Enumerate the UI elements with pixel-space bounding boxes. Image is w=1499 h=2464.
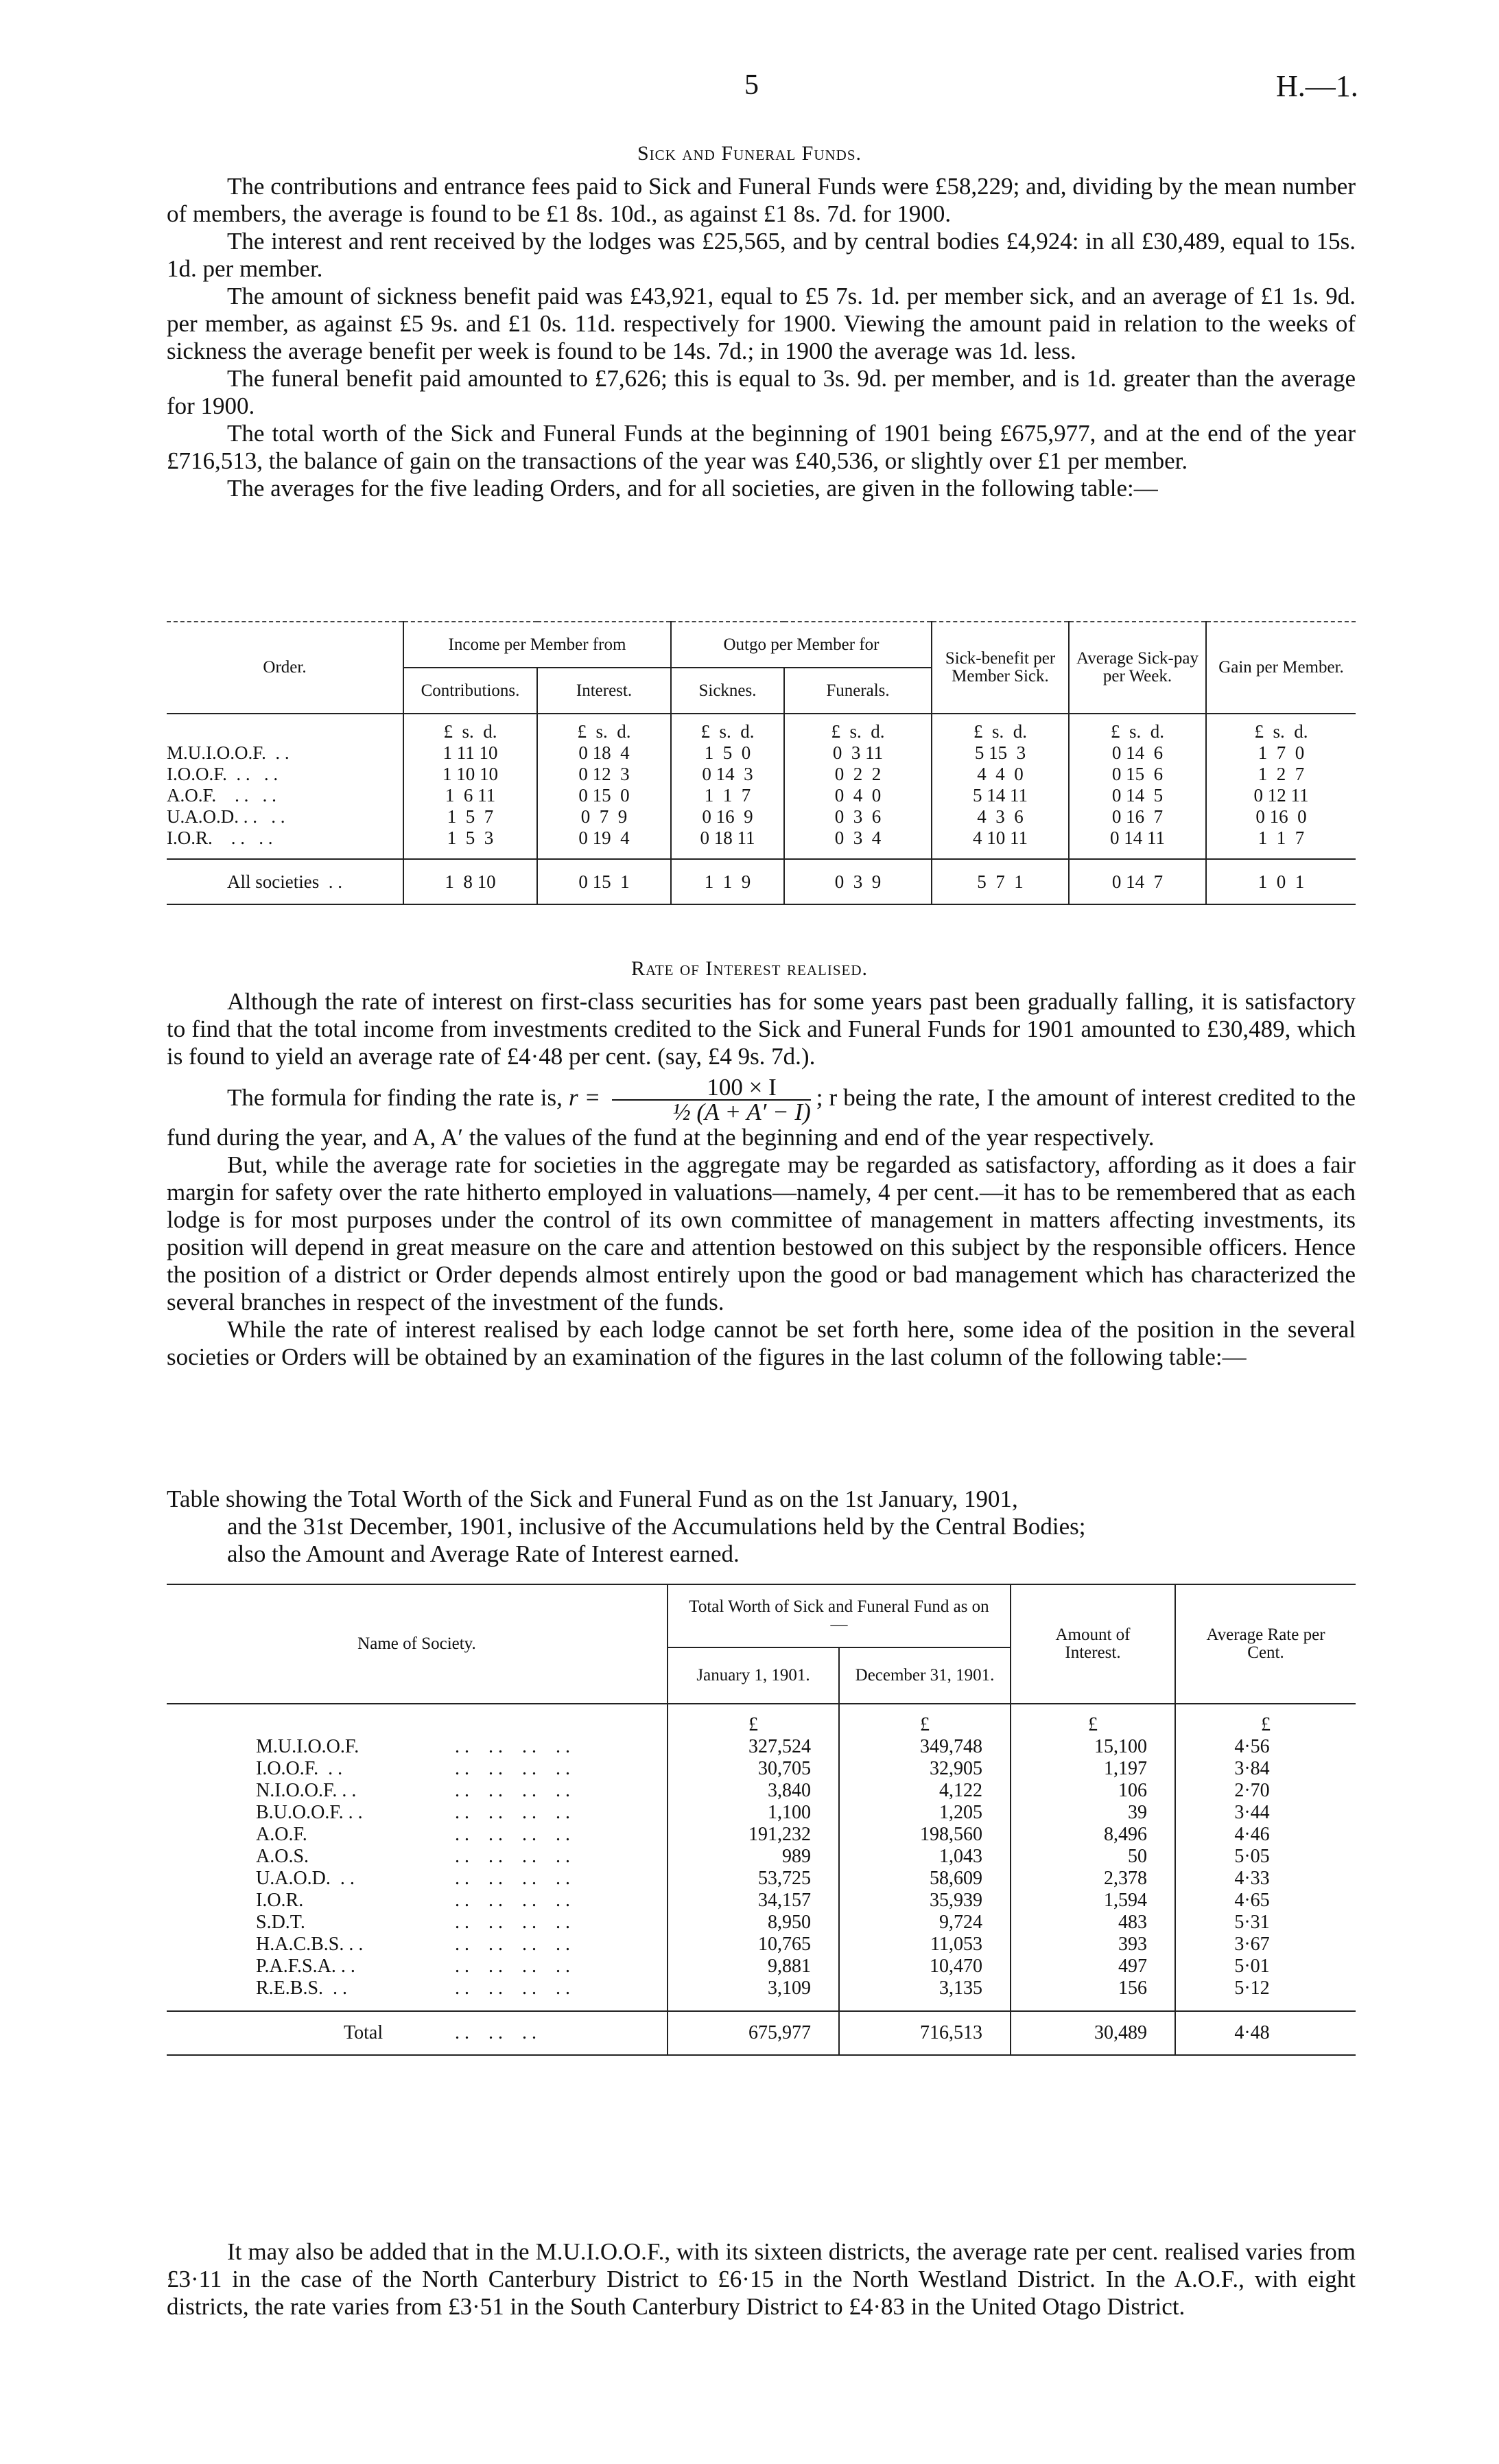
paragraph-contributions: The contributions and entrance fees paid to Sick and Funeral Funds were £58,229; and, dividing by the mean number of members, the average is found to be £1 8s. 10d., as against £1 8s. 7d. for 1900.	[167, 173, 1356, 227]
cell-interest: 39	[1011, 1802, 1175, 1824]
cell-jan: 9,881	[668, 1956, 839, 1978]
row-society-cell	[167, 1758, 668, 1780]
cell-sickness: 1 1 7	[671, 785, 784, 806]
row-society-name: R.E.B.S. . .	[256, 1978, 348, 1999]
cell-rate: 5·05	[1234, 1846, 1270, 1867]
cell-funerals: 0 3 11	[784, 742, 932, 764]
cell-jan: 3,840	[668, 1780, 839, 1802]
row-leader-dots: . . . . . . . .	[455, 1802, 570, 1823]
paragraph-district-rates: It may also be added that in the M.U.I.O.O.F., with its sixteen districts, the average rate per cent. realised varies from £3·11 in the case of the North Canterbury District to £6·15 in the North Westland District. In the A.O.F., with eight districts, the rate varies from £3·51 in the South Canterbury District to £4·83 in the United Otago District.	[167, 2238, 1356, 2320]
cell-jan: 989	[668, 1846, 839, 1868]
row-leader-dots: . . . . . . . .	[455, 1890, 570, 1911]
total-jan: 675,977	[668, 2011, 839, 2055]
row-leader-dots: . . . . . . . .	[455, 1912, 570, 1933]
currency-label: £	[668, 1704, 839, 1736]
averages-table	[167, 621, 1356, 905]
section-title-sick-funds: Sick and Funeral Funds.	[637, 142, 862, 165]
caption-line: also the Amount and Average Rate of Interest earned.	[227, 1540, 740, 1567]
row-order-name: I.O.R. . . . .	[167, 828, 403, 859]
paragraph-formula	[167, 1076, 1356, 1151]
paragraph-sickness-benefit: The amount of sickness benefit paid was £43,921, equal to £5 7s. 1d. per member sick, and an average of £1 1s. 9d. per member, as against £5 9s. and £1 0s. 11d. respectively for 1900. Viewing the amount paid in relation to the weeks of sickness the average benefit per week is found to be 14s. 7d.; in 1900 the average was 1d. less.	[167, 283, 1356, 364]
row-society-name: I.O.O.F. . .	[256, 1758, 343, 1779]
intro-text	[167, 173, 1356, 502]
total-label: All societies . .	[167, 859, 403, 904]
formula-explanation: ; r being the rate, I the amount of interest credited to the fund during the year, and A, A′ the values of the fund at the beginning and end of the year respectively.	[167, 1084, 1356, 1151]
table-row	[167, 828, 1356, 859]
total-interest: 30,489	[1011, 2011, 1175, 2055]
cell-sick-benefit: 5 7 1	[932, 859, 1069, 904]
formula-lhs: r =	[568, 1084, 601, 1112]
caption-line: Table showing the Total Worth of the Sick and Funeral Fund as on the 1st January, 1901,	[167, 1486, 1018, 1512]
row-order-name: I.O.O.F. . . . .	[167, 764, 403, 785]
col-society-name: Name of Society.	[167, 1584, 668, 1704]
unit-label: £ s. d.	[1254, 721, 1308, 742]
cell-jan: 53,725	[668, 1868, 839, 1890]
cell-avg-sick-pay: 0 14 5	[1069, 785, 1206, 806]
cell-rate: 3·67	[1234, 1934, 1270, 1955]
cell-dec: 58,609	[839, 1868, 1011, 1890]
cell-sickness: 1 5 0	[671, 742, 784, 764]
col-interest: Interest.	[537, 668, 671, 714]
cell-interest: 50	[1011, 1846, 1175, 1868]
cell-dec: 349,748	[839, 1736, 1011, 1758]
col-jan-1901: January 1, 1901.	[668, 1647, 839, 1704]
total-label: Total	[344, 2022, 383, 2043]
table-row	[167, 1736, 1356, 1758]
currency-label: £	[1261, 1714, 1271, 1735]
total-row	[167, 859, 1356, 904]
table-row	[167, 1846, 1356, 1868]
cell-interest: 15,100	[1011, 1736, 1175, 1758]
cell-jan: 327,524	[668, 1736, 839, 1758]
cell-rate: 4·65	[1234, 1890, 1270, 1911]
page-number: 5	[744, 69, 759, 101]
unit-label: £ s. d.	[784, 714, 932, 742]
cell-gain: 0 12 11	[1253, 785, 1309, 806]
spacer-row	[167, 1999, 1356, 2011]
cell-sickness: 0 14 3	[671, 764, 784, 785]
row-society-cell	[167, 1802, 668, 1824]
table-row	[167, 1912, 1356, 1934]
cell-funerals: 0 3 9	[784, 859, 932, 904]
currency-label: £	[1011, 1704, 1175, 1736]
row-society-cell	[167, 1868, 668, 1890]
cell-sickness: 1 1 9	[671, 859, 784, 904]
cell-dec: 11,053	[839, 1934, 1011, 1956]
table-row	[167, 1802, 1356, 1824]
cell-interest: 0 18 4	[537, 742, 671, 764]
unit-label: £ s. d.	[537, 714, 671, 742]
table-row	[167, 764, 1356, 785]
closing-text	[167, 2238, 1356, 2321]
table-row	[167, 1868, 1356, 1890]
col-sick-benefit: Sick-benefit per Member Sick.	[932, 622, 1069, 714]
col-worth-group: Total Worth of Sick and Funeral Fund as on—	[668, 1584, 1011, 1647]
row-leader-dots: . . . . . . . .	[455, 1956, 570, 1977]
row-society-cell	[167, 1890, 668, 1912]
row-society-cell	[167, 1736, 668, 1758]
formula-denominator: ½ (A + A′ − I)	[672, 1099, 811, 1125]
row-society-name: A.O.F.	[256, 1824, 307, 1845]
table-row	[167, 742, 1356, 764]
col-outgo-group: Outgo per Member for	[671, 622, 932, 668]
table-caption	[167, 1486, 1356, 1568]
row-leader-dots: . . . . . . . .	[455, 1736, 570, 1757]
row-society-cell	[167, 1912, 668, 1934]
cell-jan: 3,109	[668, 1978, 839, 1999]
table-row	[167, 1978, 1356, 1999]
cell-sick-benefit: 4 3 6	[932, 806, 1069, 828]
cell-dec: 32,905	[839, 1758, 1011, 1780]
cell-contributions: 1 5 7	[403, 806, 537, 828]
row-order-name: A.O.F. . . . .	[167, 785, 403, 806]
cell-funerals: 0 3 6	[784, 806, 932, 828]
col-income-group: Income per Member from	[403, 622, 671, 668]
col-sickness: Sicknes.	[671, 668, 784, 714]
cell-sick-benefit: 4 10 11	[932, 828, 1069, 859]
row-society-name: A.O.S.	[256, 1846, 309, 1867]
cell-gain: 1 7 0	[1258, 742, 1305, 763]
cell-interest: 0 12 3	[537, 764, 671, 785]
cell-rate: 4·33	[1234, 1868, 1270, 1889]
cell-interest: 2,378	[1011, 1868, 1175, 1890]
caption-line: and the 31st December, 1901, inclusive of the Accumulations held by the Central Bodies;	[227, 1513, 1086, 1540]
row-leader-dots: . . . . . . . .	[455, 1758, 570, 1779]
col-gain: Gain per Member.	[1218, 658, 1344, 677]
row-leader-dots: . . . . . . . .	[455, 1978, 570, 1999]
cell-avg-sick-pay: 0 15 6	[1069, 764, 1206, 785]
table-row	[167, 1824, 1356, 1846]
row-society-name: B.U.O.O.F. . .	[256, 1802, 363, 1823]
row-leader-dots: . . . . . . . .	[455, 1780, 570, 1801]
cell-interest: 0 7 9	[537, 806, 671, 828]
unit-label: £ s. d.	[671, 714, 784, 742]
formula-intro: The formula for finding the rate is,	[227, 1084, 563, 1112]
col-funerals: Funerals.	[784, 668, 932, 714]
table-row	[167, 785, 1356, 806]
cell-sick-benefit: 5 15 3	[932, 742, 1069, 764]
cell-jan: 191,232	[668, 1824, 839, 1846]
cell-interest: 483	[1011, 1912, 1175, 1934]
cell-gain: 1 0 1	[1258, 871, 1305, 892]
cell-funerals: 0 4 0	[784, 785, 932, 806]
cell-sickness: 0 18 11	[671, 828, 784, 859]
cell-jan: 30,705	[668, 1758, 839, 1780]
table-row	[167, 806, 1356, 828]
cell-funerals: 0 2 2	[784, 764, 932, 785]
section-title-interest: Rate of Interest realised.	[631, 957, 868, 980]
cell-avg-sick-pay: 0 14 7	[1069, 859, 1206, 904]
unit-label: £ s. d.	[403, 714, 537, 742]
cell-avg-sick-pay: 0 16 7	[1069, 806, 1206, 828]
row-society-name: U.A.O.D. . .	[256, 1868, 355, 1889]
row-society-cell	[167, 1934, 668, 1956]
row-society-cell	[167, 1824, 668, 1846]
cell-gain: 1 2 7	[1258, 764, 1305, 784]
cell-rate: 5·12	[1234, 1978, 1270, 1999]
row-society-cell	[167, 1780, 668, 1802]
paragraph-funeral-benefit: The funeral benefit paid amounted to £7,626; this is equal to 3s. 9d. per member, and is 1d. greater than the average for 1900.	[167, 365, 1356, 419]
paragraph-lodge-rate: While the rate of interest realised by each lodge cannot be set forth here, some idea of the position in the several societies or Orders will be obtained by an examination of the figures in the last column of the following table:—	[167, 1316, 1356, 1370]
row-leader-dots: . . . . . . . .	[455, 1868, 570, 1889]
cell-dec: 3,135	[839, 1978, 1011, 1999]
cell-sick-benefit: 5 14 11	[932, 785, 1069, 806]
row-leader-dots: . . . . . . . .	[455, 1934, 570, 1955]
total-rate: 4·48	[1234, 2022, 1270, 2043]
row-order-name: U.A.O.D. . . . .	[167, 806, 403, 828]
cell-interest: 106	[1011, 1780, 1175, 1802]
cell-contributions: 1 10 10	[403, 764, 537, 785]
cell-dec: 1,205	[839, 1802, 1011, 1824]
row-order-name: M.U.I.O.O.F. . .	[167, 742, 403, 764]
cell-rate: 3·84	[1234, 1758, 1270, 1779]
cell-rate: 5·31	[1234, 1912, 1270, 1933]
row-society-name: I.O.R.	[256, 1890, 304, 1911]
row-society-name: H.A.C.B.S. . .	[256, 1934, 364, 1955]
cell-sickness: 0 16 9	[671, 806, 784, 828]
cell-jan: 34,157	[668, 1890, 839, 1912]
total-row	[167, 2011, 1356, 2055]
formula-fraction	[612, 1076, 810, 1124]
cell-interest: 1,594	[1011, 1890, 1175, 1912]
cell-dec: 198,560	[839, 1824, 1011, 1846]
cell-interest: 497	[1011, 1956, 1175, 1978]
cell-contributions: 1 6 11	[403, 785, 537, 806]
cell-dec: 35,939	[839, 1890, 1011, 1912]
cell-interest: 1,197	[1011, 1758, 1175, 1780]
cell-interest: 0 15 0	[537, 785, 671, 806]
cell-dec: 10,470	[839, 1956, 1011, 1978]
table-row	[167, 1780, 1356, 1802]
unit-label: £ s. d.	[932, 714, 1069, 742]
cell-rate: 5·01	[1234, 1956, 1270, 1977]
cell-dec: 4,122	[839, 1780, 1011, 1802]
cell-interest: 393	[1011, 1934, 1175, 1956]
cell-dec: 1,043	[839, 1846, 1011, 1868]
row-society-name: P.A.F.S.A. . .	[256, 1956, 355, 1977]
table-row	[167, 1758, 1356, 1780]
paragraph-aggregate-rate: But, while the average rate for societies in the aggregate may be regarded as satisfactory, affording as it does a fair margin for safety over the rate hitherto employed in valuations—namely, 4 per cent.—it has to be remembered that as each lodge is for most purposes under the control of its own committee of management in matters affecting investments, its position will depend in great measure on the care and attention bestowed on this subject by the responsible officers. Hence the position of a district or Order depends almost entirely upon the good or bad management which has characterized the several branches in respect of the investment of the funds.	[167, 1151, 1356, 1315]
col-amount-interest: Amount of Interest.	[1011, 1584, 1175, 1704]
col-contributions: Contributions.	[403, 668, 537, 714]
row-society-name: N.I.O.O.F. . .	[256, 1780, 357, 1801]
row-society-cell	[167, 1846, 668, 1868]
row-leader-dots: . . . . . . . .	[455, 1824, 570, 1845]
cell-contributions: 1 11 10	[403, 742, 537, 764]
row-society-cell	[167, 1956, 668, 1978]
cell-rate: 4·46	[1234, 1824, 1270, 1845]
cell-contributions: 1 8 10	[403, 859, 537, 904]
row-society-name: M.U.I.O.O.F.	[256, 1736, 359, 1757]
cell-interest: 156	[1011, 1978, 1175, 1999]
document-code: H.—1.	[1276, 69, 1358, 103]
cell-gain: 0 16 0	[1255, 806, 1307, 827]
cell-funerals: 0 3 4	[784, 828, 932, 859]
row-society-name: S.D.T.	[256, 1912, 305, 1933]
paragraph-interest-rate: Although the rate of interest on first-class securities has for some years past been gradually falling, it is satisfactory to find that the total income from investments credited to the Sick and Funeral Funds for 1901 amounted to £30,489, which is found to yield an average rate of £4·48 per cent. (say, £4 9s. 7d.).	[167, 988, 1356, 1070]
cell-jan: 8,950	[668, 1912, 839, 1934]
cell-avg-sick-pay: 0 14 11	[1069, 828, 1206, 859]
cell-contributions: 1 5 3	[403, 828, 537, 859]
cell-interest: 0 15 1	[537, 859, 671, 904]
col-average-rate: Average Rate per Cent.	[1206, 1626, 1325, 1662]
table-row	[167, 1890, 1356, 1912]
cell-rate: 4·56	[1234, 1736, 1270, 1757]
currency-label: £	[839, 1704, 1011, 1736]
table-row	[167, 1934, 1356, 1956]
cell-interest: 8,496	[1011, 1824, 1175, 1846]
cell-interest: 0 19 4	[537, 828, 671, 859]
cell-rate: 3·44	[1234, 1802, 1270, 1823]
total-dec: 716,513	[839, 2011, 1011, 2055]
cell-jan: 1,100	[668, 1802, 839, 1824]
row-society-cell	[167, 1978, 668, 1999]
unit-label: £ s. d.	[1069, 714, 1206, 742]
paragraph-averages-intro: The averages for the five leading Orders, and for all societies, are given in the following table:—	[227, 475, 1158, 502]
total-label-cell	[167, 2011, 668, 2055]
col-avg-sick-pay: Average Sick-pay per Week.	[1069, 622, 1206, 714]
cell-dec: 9,724	[839, 1912, 1011, 1934]
col-dec-1901: December 31, 1901.	[839, 1647, 1011, 1704]
total-leader-dots: . . . . . .	[455, 2022, 536, 2043]
paragraph-interest-rent: The interest and rent received by the lodges was £25,565, and by central bodies £4,924: in all £30,489, equal to 15s. 1d. per member.	[167, 228, 1356, 282]
cell-rate: 2·70	[1234, 1780, 1270, 1801]
formula-numerator: 100 × I	[612, 1076, 810, 1101]
cell-sick-benefit: 4 4 0	[932, 764, 1069, 785]
row-leader-dots: . . . . . . . .	[455, 1846, 570, 1867]
cell-avg-sick-pay: 0 14 6	[1069, 742, 1206, 764]
paragraph-total-worth: The total worth of the Sick and Funeral Funds at the beginning of 1901 being £675,977, and at the end of the year £716,513, the balance of gain on the transactions of the year was £40,536, or slightly over £1 per member.	[167, 420, 1356, 474]
society-worth-table	[167, 1584, 1356, 2056]
cell-jan: 10,765	[668, 1934, 839, 1956]
interest-text	[167, 988, 1356, 1371]
cell-gain: 1 1 7	[1258, 828, 1305, 848]
col-order: Order.	[167, 622, 403, 714]
table-row	[167, 1956, 1356, 1978]
